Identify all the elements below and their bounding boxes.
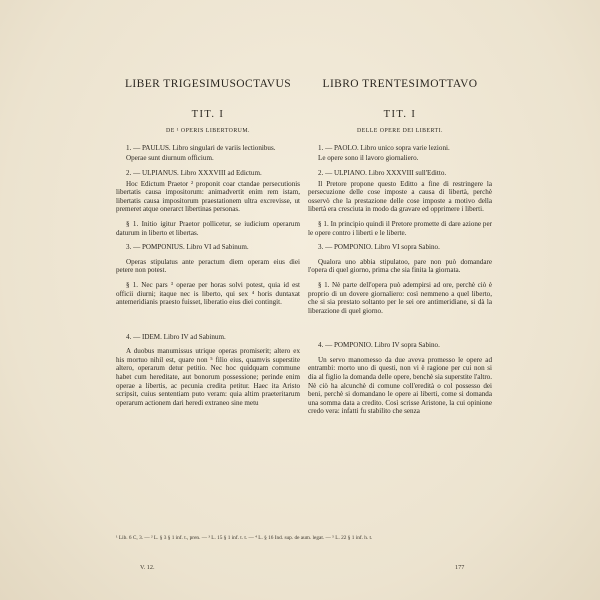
page-number: 177 — [455, 564, 465, 571]
italian-paragraph: Il Pretore propone questo Editto a fine di restringere la persecuzione delle cose imposte a causa di libertà, perchè osservò che la prestazione delle cose imposte a motivo della libertà era cresciuta in modo da gravare ed opprimere i liberti. — [308, 179, 492, 214]
italian-subtitle: DELLE OPERE DEI LIBERTI. — [356, 128, 444, 135]
latin-paragraph: A duobus manumissus utrique operas promiserit; altero ex his mortuo nihil est, quare non ⁵ filio eius, quamvis superstite altero, operarum detur petitio. Nec hoc quidquam commune habet cum hereditate, aut bonorum possessione; perinde enim operae a libertis, ac pecunia credita petitur. Haec ita Aristo scripsit, cuius sententiam puto veram: quia altim praeteritarum operarum actionem dari heredi extraneo sine metu — [116, 347, 300, 407]
italian-paragraph: Un servo manomesso da due aveva promesso le opere ad entrambi: morto uno di questi, non vi è ragione per cui non si dia al figlio la domanda delle opere, benchè sia superstite l'altro. Nè ciò ha alcunchè di comune coll'eredità o col possesso dei beni, perchè si domandano le opere ai liberti, come si domanda una somma data a credito. Così scrisse Aristone, la cui opinione credo vera: infatti fu stabilito che senza — [308, 355, 492, 416]
latin-title-heading: TIT. I — [191, 108, 225, 120]
italian-paragraph: Le opere sono il lavoro giornaliero. — [318, 154, 419, 163]
latin-paragraph: Operas stipulatus ante peractum diem operam eius diei petere non potest. — [116, 257, 300, 275]
italian-paragraph: 3. — POMPONIO. Libro VI sopra Sabino. — [318, 243, 440, 252]
latin-subtitle: DE ¹ OPERIS LIBERTORUM. — [166, 128, 250, 135]
italian-paragraph: § 1. Nè parte dell'opera può adempirsi ad ore, perchè ciò è proprio di un dovere giornaliero: così nemmeno a quel liberto, che si sia prestato soltanto per le sei ore antimeridiane, si dà la liberazione di quel giorno. — [308, 280, 492, 315]
latin-column — [116, 80, 300, 413]
latin-paragraph: Operae sunt diurnum officium. — [126, 154, 214, 163]
latin-paragraph: 4. — IDEM. Libro IV ad Sabinum. — [126, 332, 226, 341]
latin-paragraph: 1. — PAULUS. Libro singulari de variis lectionibus. — [126, 143, 276, 152]
italian-paragraph: 2. — ULPIANO. Libro XXXVIII sull'Editto. — [318, 168, 447, 177]
latin-paragraph: § 1. Nec pars ³ operae per horas solvi potest, quia id est officii diurni; itaque nec is liberto, qui sex ⁴ horis duntaxat antemeridianis praesto fuisset, liberatio eius diei contingit. — [116, 280, 300, 307]
italian-title-heading: TIT. I — [383, 108, 417, 120]
volume-marker: V. 12. — [140, 564, 155, 571]
italian-paragraph: 4. — POMPONIO. Libro IV sopra Sabino. — [318, 341, 440, 350]
italian-paragraph: § 1. In principio quindi il Pretore promette di dare azione per le opere contro i liberti e le liberte. — [308, 219, 492, 237]
italian-column — [308, 80, 492, 422]
latin-paragraph: Hoc Edictum Praetor ² proponit coar ctandae persecutionis libertatis causa impositorum: animadvertit enim rem istam, libertatis causa impositorum praestationem ultra excrevisse, ut premeret atque onerarct libertinas personas. — [116, 179, 300, 214]
italian-paragraph: 1. — PAOLO. Libro unico sopra varie lezioni. — [318, 143, 450, 152]
italian-paragraph: Qualora uno abbia stipulatoo, pare non può domandare l'opera di quel giorno, prima che sia finita la giornata. — [308, 257, 492, 275]
footnotes: ¹ Lib. 6 C, 3. — ² L. § 3 § 1 inf. t., pren. — ³ L. 15 § 1 inf. t. t. — ⁴ L. § 16 Ind. sup. de aum. legat. — ⁵ L. 22 § 1 inf. h. t. — [116, 535, 373, 541]
latin-paragraph: 3. — POMPONIUS. Libro VI ad Sabinum. — [126, 243, 249, 252]
italian-book-title: LIBRO TRENTESIMOTTAVO — [322, 78, 478, 90]
latin-paragraph: 2. — ULPIANUS. Libro XXXVIII ad Edictum. — [126, 168, 262, 177]
latin-book-title: LIBER TRIGESIMUSOCTAVUS — [125, 78, 291, 90]
latin-paragraph: § 1. Initio igitur Praetor pollicetur, se iudicium operarum daturum in liberto et libertas. — [116, 219, 300, 237]
